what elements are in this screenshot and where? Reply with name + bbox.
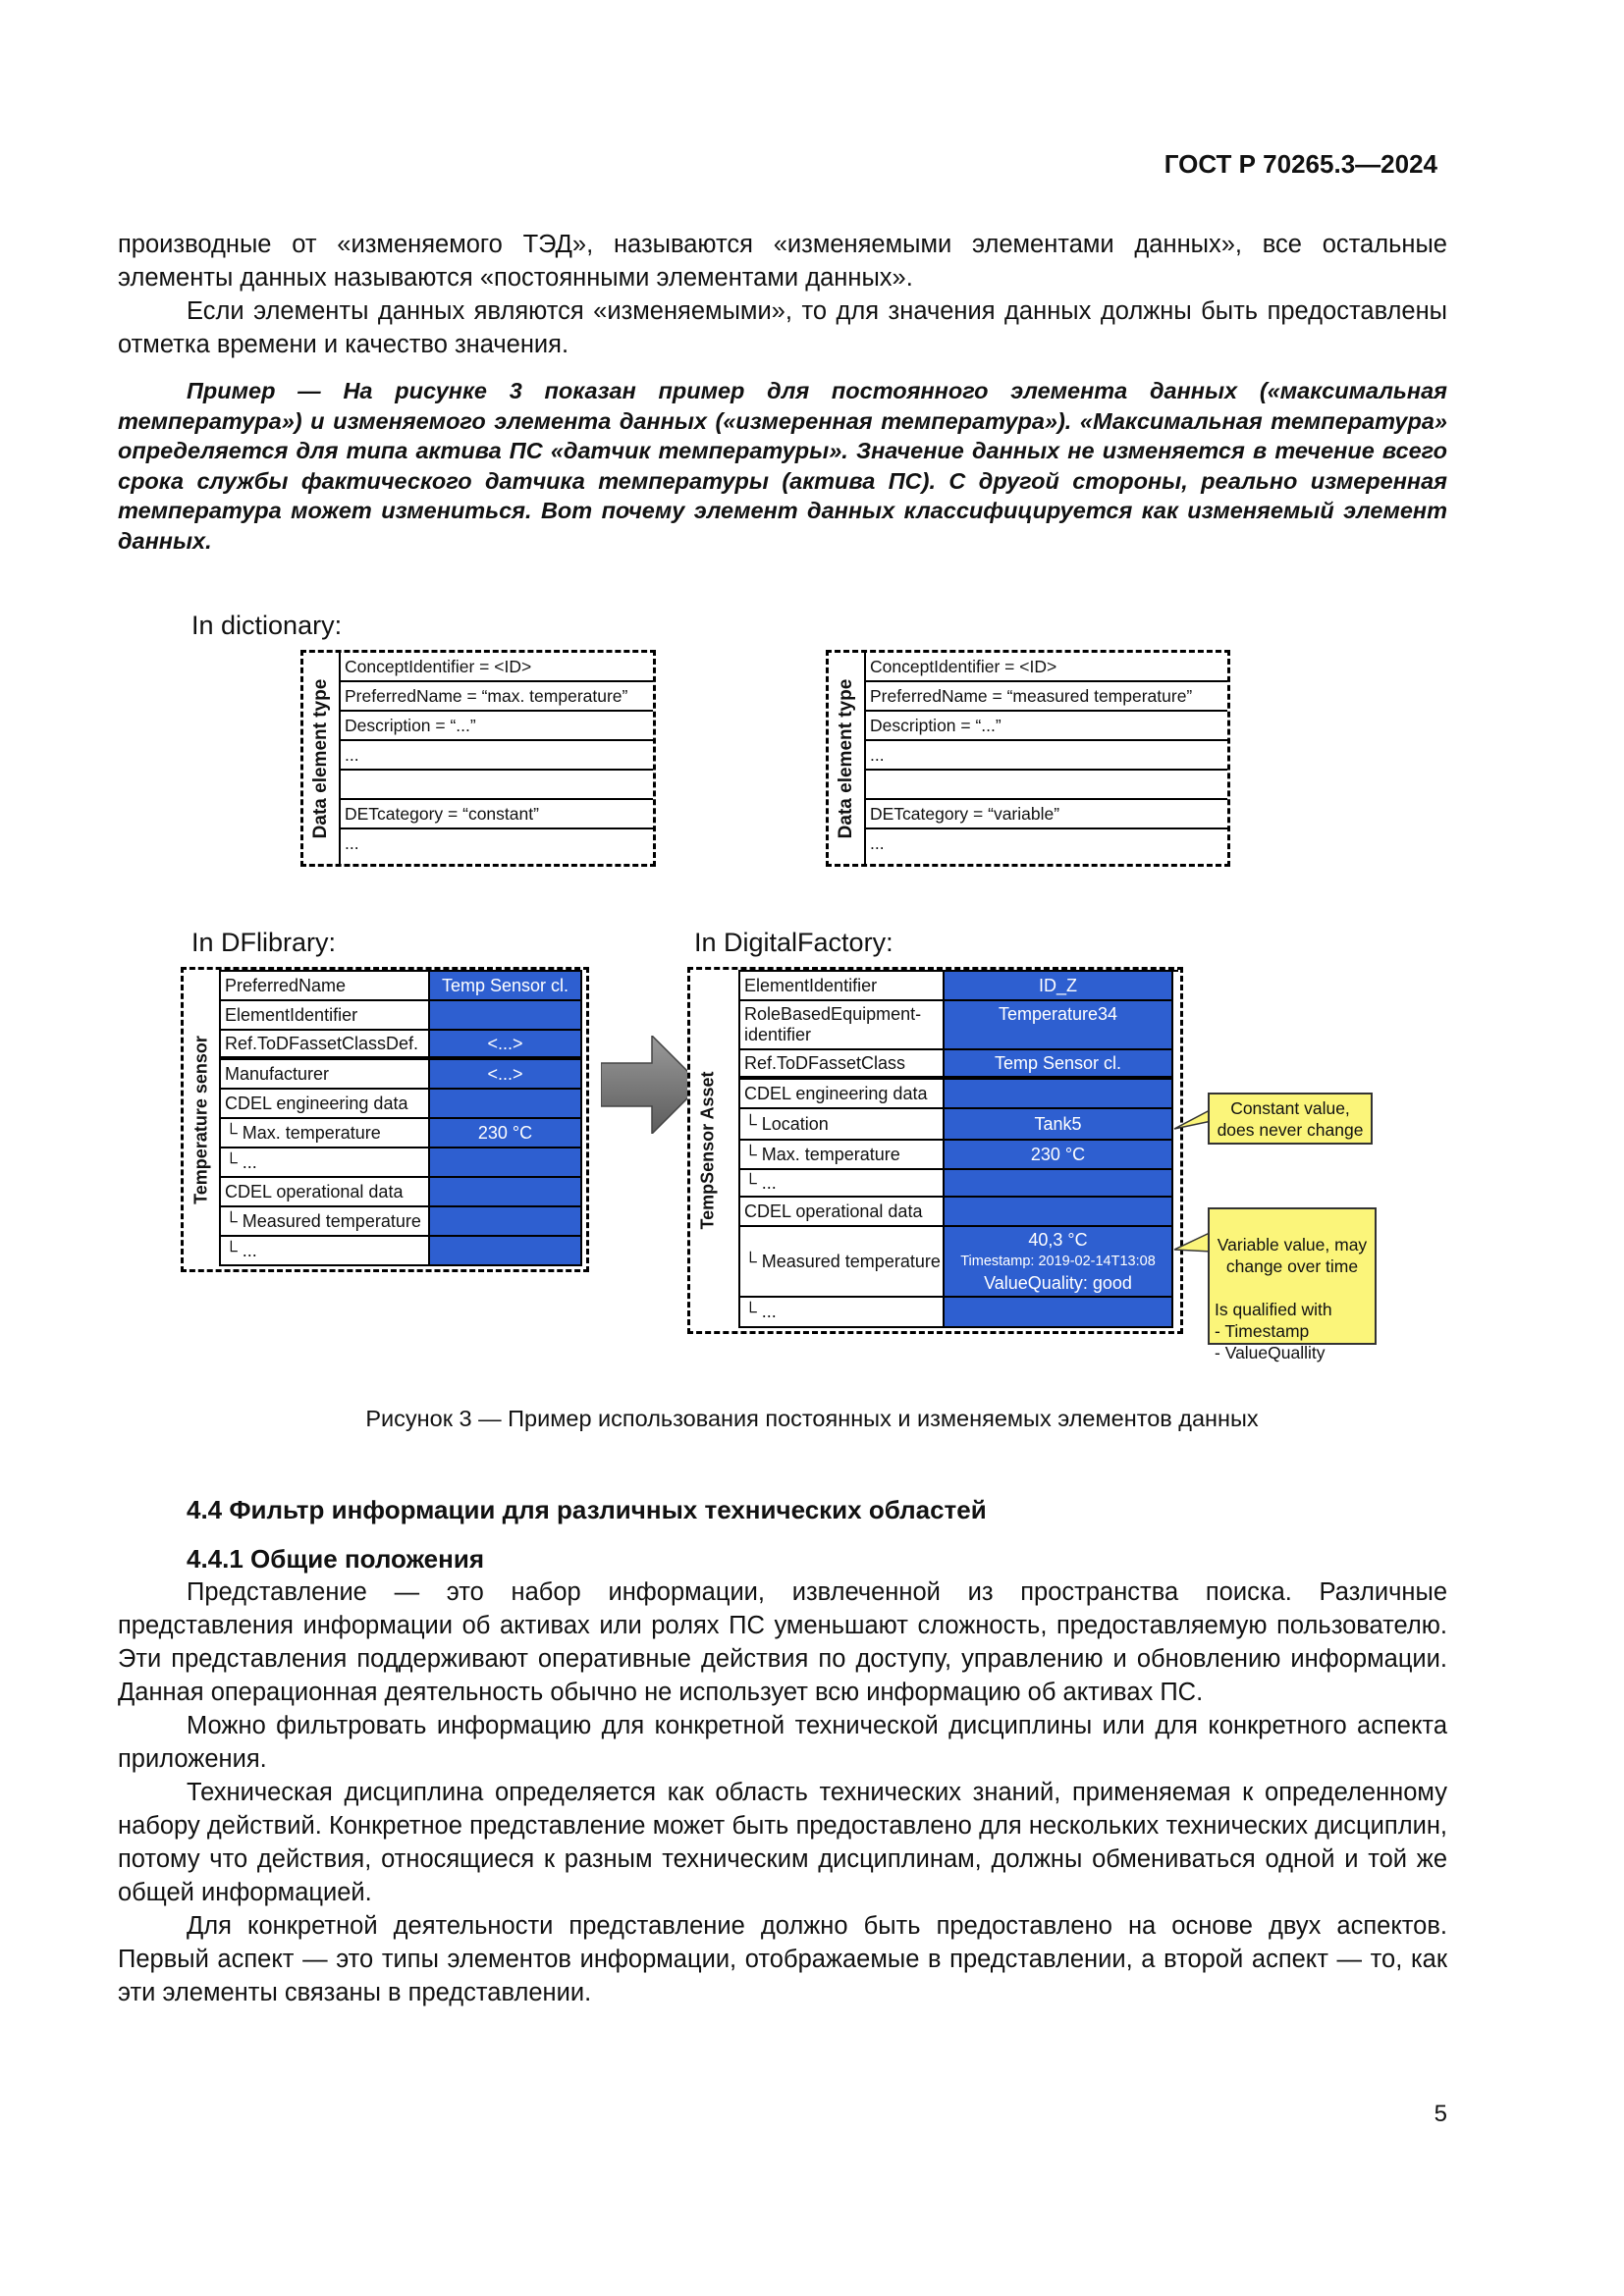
lib-field-name: └ ... <box>221 1237 430 1266</box>
dict-left-row: Description = “...” <box>341 712 653 741</box>
paragraph: Если элементы данных являются «изменяемыми», то для значения данных должны быть предоставлены отметка времени и качество значения. <box>118 297 1447 358</box>
lib-field-value <box>430 1148 582 1178</box>
dictionary-left-side-label: Data element type <box>310 678 331 838</box>
lib-field-value: <...> <box>430 1031 582 1060</box>
subsection-title: 4.4.1 Общие положения <box>187 1544 484 1574</box>
paragraph-continuation: производные от «изменяемого ТЭД», называются «изменяемыми элементами данных», все остальные элементы данных называются «постоянными элементами данных». <box>118 231 1447 292</box>
paragraph: Для конкретной деятельности представление должно быть предоставлено на основе двух аспектов. Первый аспект — это типы элементов информации, отображаемые в представлении, а второй аспект — то, как эти элементы связаны в представлении. <box>118 1912 1447 2006</box>
document-code: ГОСТ Р 70265.3—2024 <box>1164 149 1437 179</box>
dictionary-right-box <box>826 650 1230 867</box>
dictionary-left-box <box>300 650 656 867</box>
lib-field-name: ElementIdentifier <box>221 1001 430 1031</box>
df-field-name: CDEL operational data <box>740 1198 945 1227</box>
lib-field-value: <...> <box>430 1060 582 1090</box>
variable-callout-title: Variable value, may change over time <box>1217 1235 1368 1276</box>
lib-field-name: Ref.ToDFassetClassDef. <box>221 1031 430 1060</box>
dictionary-label: In dictionary: <box>191 611 343 640</box>
lib-field-value <box>430 1001 582 1031</box>
figure-caption: Рисунок 3 — Пример использования постоянных и изменяемых элементов данных <box>365 1406 1259 1431</box>
dflibrary-box <box>181 967 589 1272</box>
df-field-name: CDEL engineering data <box>740 1080 945 1109</box>
callout-pointers <box>1168 1090 1213 1345</box>
digitalfactory-side-label: TempSensor Asset <box>697 1071 718 1230</box>
df-field-value: Tank5 <box>945 1109 1173 1141</box>
df-timestamp: Timestamp: 2019-02-14T13:08 <box>960 1254 1156 1269</box>
df-field-value <box>945 1298 1173 1328</box>
paragraph: Техническая дисциплина определяется как область технических знаний, применяемая к определенному набору действий. Конкретное представление может быть предоставлено для нескольких технических дисциплин, потому что действия, относящиеся к разным техническим дисциплинам, должны обмениваться одной и той же общей информацией. <box>118 1779 1447 1906</box>
example-note: Пример — На рисунке 3 показан пример для постоянного элемента данных («максимальная температура») и изменяемого элемента данных («измеренная температура»). «Максимальная температура» определяется для типа актива ПС «датчик температуры». Значение данных не изменяется в течение всего срока службы фактического датчика температуры (актива ПС). С другой стороны, реально измеренная температура может измениться. Вот почему элемент данных классифицируется как изменяемый элемент данных. <box>118 378 1447 554</box>
section-title: 4.4 Фильтр информации для различных технических областей <box>187 1495 987 1524</box>
lib-field-value <box>430 1090 582 1119</box>
df-measured-value: 40,3 °C <box>1028 1230 1088 1250</box>
paragraph: Представление — это набор информации, извлеченной из пространства поиска. Различные представления информации об активах или ролях ПС уменьшают сложность, предоставляемую пользователю. Эти представления поддерживают оперативные действия по доступу, управлению и обновлению информации. Данная операционная деятельность обычно не использует всю информацию об активах ПС. <box>118 1578 1447 1706</box>
df-field-name: └ ... <box>740 1298 945 1328</box>
dict-right-row: DETcategory = “variable” <box>866 800 1227 829</box>
lib-field-name: └ Measured temperature <box>221 1207 430 1237</box>
lib-field-name: PreferredName <box>221 972 430 1001</box>
dflibrary-label: In DFlibrary: <box>191 928 337 957</box>
lib-field-value: Temp Sensor cl. <box>430 972 582 1001</box>
dict-left-row: ... <box>345 833 359 853</box>
lib-field-name: └ Max. temperature <box>221 1119 430 1148</box>
lib-field-value <box>430 1207 582 1237</box>
dict-left-row: DETcategory = “constant” <box>341 800 653 829</box>
df-value-quality: ValueQuality: good <box>984 1273 1132 1293</box>
dict-right-row: ConceptIdentifier = <ID> <box>866 653 1227 682</box>
df-field-name: └ Measured temperature <box>740 1227 945 1298</box>
dict-right-row: PreferredName = “measured temperature” <box>866 682 1227 712</box>
dict-right-row: ... <box>866 741 1227 771</box>
lib-field-name: Manufacturer <box>221 1060 430 1090</box>
lib-field-name: CDEL operational data <box>221 1178 430 1207</box>
dict-left-row: ConceptIdentifier = <ID> <box>341 653 653 682</box>
df-field-value <box>945 1198 1173 1227</box>
dict-right-row <box>866 771 1227 800</box>
df-field-name: ElementIdentifier <box>740 972 945 1001</box>
dflibrary-side-label: Temperature sensor <box>190 1035 211 1204</box>
df-field-name: Ref.ToDFassetClass <box>740 1050 945 1080</box>
df-field-value: ID_Z <box>945 972 1173 1001</box>
df-field-value <box>945 1170 1173 1198</box>
df-field-name: └ Max. temperature <box>740 1141 945 1170</box>
df-field-value: Temp Sensor cl. <box>945 1050 1173 1080</box>
variable-callout-details: Is qualified with - Timestamp - ValueQuallity <box>1215 1300 1332 1362</box>
df-field-value: 230 °C <box>945 1141 1173 1170</box>
digitalfactory-label: In DigitalFactory: <box>694 928 893 957</box>
df-field-value: Temperature34 <box>945 1001 1173 1050</box>
dictionary-right-side-label: Data element type <box>836 678 856 838</box>
dict-right-row: ... <box>870 833 885 853</box>
dict-left-row: PreferredName = “max. temperature” <box>341 682 653 712</box>
df-field-name: └ ... <box>740 1170 945 1198</box>
lib-field-value <box>430 1178 582 1207</box>
lib-field-value: 230 °C <box>430 1119 582 1148</box>
lib-field-name: └ ... <box>221 1148 430 1178</box>
constant-value-callout: Constant value, does never change <box>1208 1093 1373 1145</box>
df-field-name: └ Location <box>740 1109 945 1141</box>
digitalfactory-box <box>687 967 1183 1334</box>
df-measured-value-cell <box>945 1227 1173 1298</box>
variable-value-callout <box>1208 1207 1377 1362</box>
df-field-value <box>945 1080 1173 1109</box>
dict-right-row: Description = “...” <box>866 712 1227 741</box>
paragraph: Можно фильтровать информацию для конкретной технической дисциплины или для конкретного аспекта приложения. <box>118 1712 1447 1773</box>
df-field-name: RoleBasedEquipment-identifier <box>740 1001 945 1050</box>
dict-left-row <box>341 771 653 800</box>
page-number: 5 <box>1434 2101 1447 2127</box>
dict-left-row: ... <box>341 741 653 771</box>
lib-field-value <box>430 1237 582 1266</box>
lib-field-name: CDEL engineering data <box>221 1090 430 1119</box>
